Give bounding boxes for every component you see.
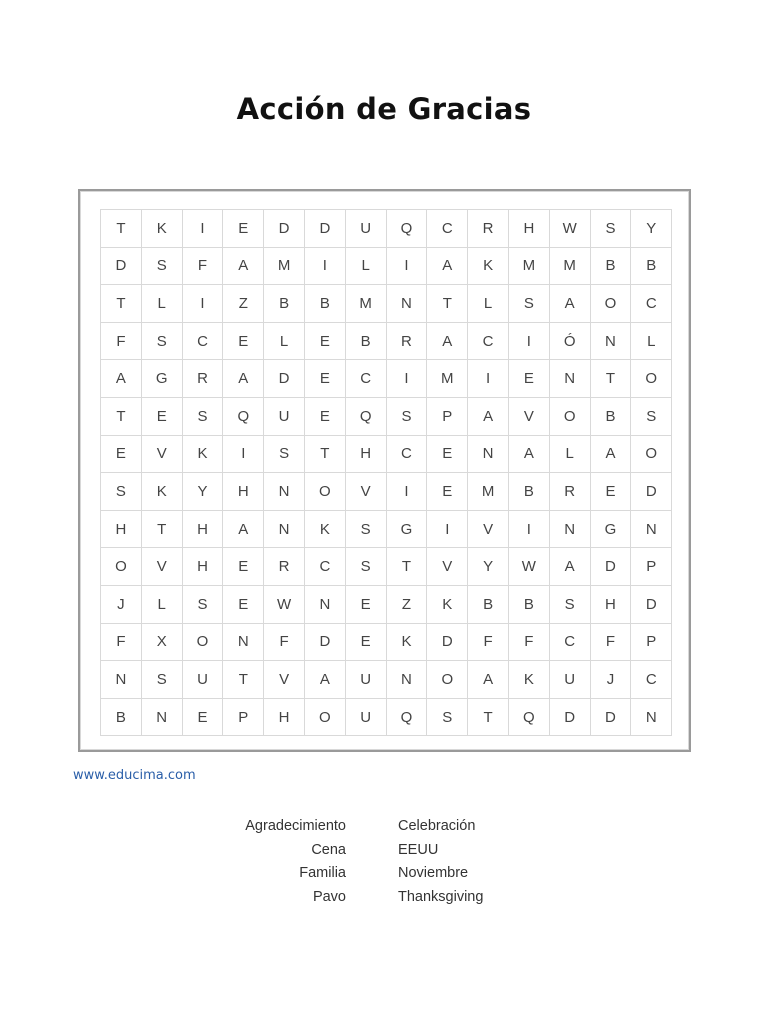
grid-cell: S — [183, 398, 224, 436]
grid-cell: M — [264, 248, 305, 286]
grid-cell: V — [264, 661, 305, 699]
grid-cell: K — [183, 436, 224, 474]
grid-cell: F — [264, 624, 305, 662]
grid-cell: E — [427, 436, 468, 474]
grid-cell: T — [305, 436, 346, 474]
grid-cell: E — [223, 323, 264, 361]
word-list-item: Familia — [299, 865, 346, 881]
grid-cell: H — [223, 473, 264, 511]
grid-cell: A — [468, 398, 509, 436]
grid-cell: R — [550, 473, 591, 511]
grid-cell: T — [223, 661, 264, 699]
grid-cell: B — [468, 586, 509, 624]
grid-cell: I — [387, 360, 428, 398]
grid-cell: H — [183, 548, 224, 586]
word-list — [0, 818, 768, 912]
grid-cell: S — [509, 285, 550, 323]
grid-cell: R — [468, 210, 509, 248]
grid-cell: T — [101, 210, 142, 248]
grid-cell: D — [427, 624, 468, 662]
grid-cell: I — [305, 248, 346, 286]
grid-cell: B — [509, 473, 550, 511]
grid-cell: G — [591, 511, 632, 549]
grid-cell: Y — [631, 210, 672, 248]
grid-cell: E — [142, 398, 183, 436]
grid-cell: N — [223, 624, 264, 662]
grid-cell: T — [591, 360, 632, 398]
grid-cell: E — [305, 360, 346, 398]
grid-cell: H — [183, 511, 224, 549]
grid-cell: K — [509, 661, 550, 699]
grid-cell: G — [142, 360, 183, 398]
grid-cell: T — [142, 511, 183, 549]
grid-cell: N — [387, 285, 428, 323]
word-search-grid — [100, 209, 672, 736]
grid-cell: C — [631, 661, 672, 699]
grid-cell: F — [591, 624, 632, 662]
grid-cell: S — [591, 210, 632, 248]
grid-cell: O — [183, 624, 224, 662]
grid-cell: I — [183, 285, 224, 323]
grid-cell: L — [346, 248, 387, 286]
grid-cell: K — [305, 511, 346, 549]
grid-cell: S — [183, 586, 224, 624]
grid-cell: N — [264, 511, 305, 549]
grid-cell: Y — [183, 473, 224, 511]
grid-cell: L — [468, 285, 509, 323]
grid-cell: A — [223, 248, 264, 286]
grid-cell: D — [631, 473, 672, 511]
grid-cell: S — [264, 436, 305, 474]
grid-cell: E — [305, 398, 346, 436]
grid-cell: T — [101, 285, 142, 323]
grid-cell: C — [346, 360, 387, 398]
grid-cell: B — [346, 323, 387, 361]
grid-cell: I — [387, 473, 428, 511]
grid-cell: W — [509, 548, 550, 586]
grid-cell: O — [305, 473, 346, 511]
grid-cell: O — [631, 436, 672, 474]
grid-cell: L — [142, 586, 183, 624]
grid-cell: N — [468, 436, 509, 474]
grid-cell: F — [101, 323, 142, 361]
grid-cell: C — [427, 210, 468, 248]
grid-cell: B — [509, 586, 550, 624]
grid-cell: K — [142, 210, 183, 248]
grid-cell: M — [509, 248, 550, 286]
grid-cell: E — [223, 548, 264, 586]
grid-cell: H — [101, 511, 142, 549]
word-list-row — [0, 842, 768, 866]
word-list-row — [0, 865, 768, 889]
grid-cell: A — [550, 285, 591, 323]
grid-cell: V — [142, 548, 183, 586]
grid-cell: P — [631, 624, 672, 662]
grid-cell: N — [305, 586, 346, 624]
grid-cell: I — [427, 511, 468, 549]
grid-cell: C — [468, 323, 509, 361]
grid-cell: A — [550, 548, 591, 586]
grid-cell: S — [142, 661, 183, 699]
grid-cell: L — [550, 436, 591, 474]
grid-cell: W — [264, 586, 305, 624]
grid-cell: L — [142, 285, 183, 323]
grid-cell: N — [142, 699, 183, 737]
grid-cell: B — [591, 248, 632, 286]
grid-cell: R — [264, 548, 305, 586]
grid-cell: I — [223, 436, 264, 474]
grid-cell: M — [550, 248, 591, 286]
grid-cell: D — [591, 699, 632, 737]
grid-cell: S — [631, 398, 672, 436]
grid-cell: F — [183, 248, 224, 286]
grid-cell: Q — [387, 699, 428, 737]
grid-cell: S — [101, 473, 142, 511]
grid-cell: I — [509, 323, 550, 361]
grid-cell: Ó — [550, 323, 591, 361]
grid-cell: S — [346, 511, 387, 549]
grid-cell: A — [223, 360, 264, 398]
grid-cell: T — [387, 548, 428, 586]
grid-cell: C — [387, 436, 428, 474]
grid-cell: O — [631, 360, 672, 398]
grid-cell: K — [427, 586, 468, 624]
grid-cell: H — [591, 586, 632, 624]
grid-cell: Q — [509, 699, 550, 737]
grid-cell: K — [468, 248, 509, 286]
grid-cell: I — [509, 511, 550, 549]
grid-cell: P — [631, 548, 672, 586]
grid-cell: S — [387, 398, 428, 436]
word-list-item: EEUU — [398, 841, 439, 858]
grid-cell: D — [631, 586, 672, 624]
grid-cell: O — [550, 398, 591, 436]
grid-cell: B — [631, 248, 672, 286]
grid-cell: T — [101, 398, 142, 436]
grid-cell: D — [101, 248, 142, 286]
grid-cell: X — [142, 624, 183, 662]
grid-cell: H — [264, 699, 305, 737]
grid-cell: S — [427, 699, 468, 737]
grid-cell: A — [305, 661, 346, 699]
grid-cell: A — [509, 436, 550, 474]
grid-cell: J — [101, 586, 142, 624]
grid-cell: S — [142, 248, 183, 286]
grid-cell: O — [591, 285, 632, 323]
grid-cell: A — [223, 511, 264, 549]
grid-cell: P — [223, 699, 264, 737]
grid-cell: N — [387, 661, 428, 699]
grid-cell: C — [183, 323, 224, 361]
grid-cell: D — [305, 210, 346, 248]
grid-cell: V — [142, 436, 183, 474]
grid-cell: L — [264, 323, 305, 361]
grid-cell: I — [183, 210, 224, 248]
grid-cell: E — [346, 624, 387, 662]
grid-cell: H — [346, 436, 387, 474]
grid-cell: O — [427, 661, 468, 699]
grid-cell: I — [387, 248, 428, 286]
grid-cell: B — [305, 285, 346, 323]
grid-cell: U — [264, 398, 305, 436]
grid-cell: M — [346, 285, 387, 323]
grid-cell: P — [427, 398, 468, 436]
grid-cell: R — [183, 360, 224, 398]
grid-cell: E — [101, 436, 142, 474]
grid-cell: E — [346, 586, 387, 624]
grid-cell: Q — [346, 398, 387, 436]
grid-cell: U — [346, 661, 387, 699]
grid-cell: Q — [387, 210, 428, 248]
grid-cell: C — [550, 624, 591, 662]
grid-cell: D — [264, 210, 305, 248]
grid-cell: N — [264, 473, 305, 511]
grid-cell: N — [550, 360, 591, 398]
grid-cell: E — [223, 586, 264, 624]
grid-cell: Z — [223, 285, 264, 323]
grid-cell: E — [183, 699, 224, 737]
word-list-item: Pavo — [312, 888, 346, 905]
grid-cell: Y — [468, 548, 509, 586]
grid-cell: Z — [387, 586, 428, 624]
grid-cell: B — [591, 398, 632, 436]
grid-cell: R — [387, 323, 428, 361]
grid-cell: C — [631, 285, 672, 323]
grid-cell: N — [101, 661, 142, 699]
grid-cell: B — [101, 699, 142, 737]
grid-cell: O — [101, 548, 142, 586]
grid-cell: A — [427, 323, 468, 361]
grid-cell: N — [631, 699, 672, 737]
grid-cell: E — [305, 323, 346, 361]
word-list-row — [0, 889, 768, 913]
grid-cell: K — [142, 473, 183, 511]
grid-cell: L — [631, 323, 672, 361]
grid-cell: M — [468, 473, 509, 511]
grid-cell: E — [591, 473, 632, 511]
grid-cell: U — [346, 210, 387, 248]
grid-cell: N — [631, 511, 672, 549]
grid-cell: V — [468, 511, 509, 549]
grid-cell: I — [468, 360, 509, 398]
grid-cell: H — [509, 210, 550, 248]
grid-cell: O — [305, 699, 346, 737]
grid-cell: D — [264, 360, 305, 398]
word-list-item: Cena — [311, 841, 346, 858]
word-list-item: Agradecimiento — [245, 818, 346, 834]
grid-cell: S — [142, 323, 183, 361]
grid-cell: U — [550, 661, 591, 699]
grid-cell: M — [427, 360, 468, 398]
grid-cell: V — [346, 473, 387, 511]
grid-cell: E — [427, 473, 468, 511]
grid-cell: F — [101, 624, 142, 662]
grid-cell: U — [183, 661, 224, 699]
grid-cell: F — [468, 624, 509, 662]
grid-cell: E — [223, 210, 264, 248]
grid-cell: D — [591, 548, 632, 586]
grid-cell: A — [591, 436, 632, 474]
grid-cell: D — [305, 624, 346, 662]
grid-cell: U — [346, 699, 387, 737]
grid-cell: N — [550, 511, 591, 549]
word-list-item: Thanksgiving — [398, 888, 484, 905]
grid-cell: F — [509, 624, 550, 662]
grid-cell: C — [305, 548, 346, 586]
grid-cell: V — [509, 398, 550, 436]
grid-cell: B — [264, 285, 305, 323]
word-list-item: Noviembre — [398, 865, 469, 881]
grid-cell: D — [550, 699, 591, 737]
grid-cell: V — [427, 548, 468, 586]
grid-cell: W — [550, 210, 591, 248]
grid-cell: N — [591, 323, 632, 361]
grid-cell: J — [591, 661, 632, 699]
grid-cell: A — [468, 661, 509, 699]
grid-cell: S — [346, 548, 387, 586]
website-link[interactable]: www.educima.com — [73, 768, 196, 783]
word-list-item: Celebración — [398, 818, 476, 834]
grid-cell: E — [509, 360, 550, 398]
grid-cell: S — [550, 586, 591, 624]
grid-cell: T — [468, 699, 509, 737]
grid-cell: K — [387, 624, 428, 662]
page-title: Acción de Gracias — [236, 92, 532, 126]
word-list-row — [0, 818, 768, 842]
grid-cell: T — [427, 285, 468, 323]
grid-cell: G — [387, 511, 428, 549]
grid-cell: A — [101, 360, 142, 398]
grid-cell: A — [427, 248, 468, 286]
grid-cell: Q — [223, 398, 264, 436]
